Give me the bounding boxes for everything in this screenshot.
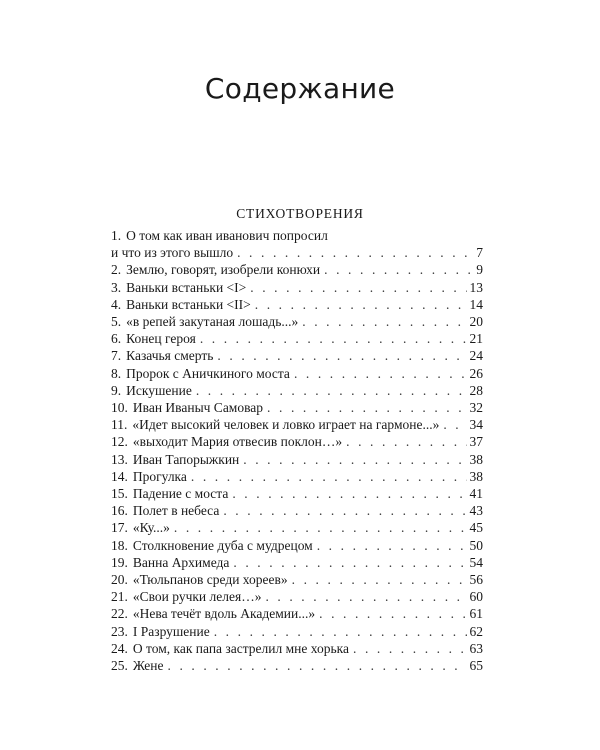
dot-leader	[292, 571, 467, 588]
dot-leader	[250, 279, 466, 296]
toc-entry-page: 13	[469, 279, 483, 295]
toc-entry[interactable]	[111, 399, 483, 416]
toc-entry-number: 9.	[111, 382, 122, 398]
toc-entry[interactable]	[111, 640, 483, 657]
toc-entry-page: 56	[469, 572, 483, 588]
toc-entry-title: Иван Тапорыжкин	[132, 451, 240, 467]
toc-entry-title: Землю, говорят, изобрели конюхи	[126, 262, 321, 278]
toc-entry-title: О том, как папа застрелил мне хорька	[132, 640, 349, 656]
toc-entry-page: 21	[469, 331, 483, 347]
toc-entry[interactable]	[111, 261, 483, 278]
toc-entry-page: 32	[469, 400, 483, 416]
toc-entry-page: 38	[469, 451, 483, 467]
toc-entry-page: 50	[469, 537, 483, 553]
toc-entry[interactable]	[111, 433, 483, 450]
toc-entry-page: 7	[476, 245, 483, 261]
toc-entry-title: Искушение	[126, 382, 192, 398]
toc-entry-number: 19.	[111, 554, 128, 570]
toc-entry-title: Ваньки встаньки <II>	[126, 296, 251, 312]
dot-leader	[265, 588, 466, 605]
dot-leader	[200, 330, 467, 347]
toc-entry[interactable]	[111, 519, 483, 536]
toc-entry[interactable]	[111, 605, 483, 622]
toc-entry-page: 62	[469, 623, 483, 639]
dot-leader	[267, 399, 466, 416]
toc-entry-number: 21.	[111, 589, 128, 605]
toc-entry-number: 10.	[111, 400, 128, 416]
toc-entry-title: Казачья смерть	[126, 348, 214, 364]
dot-leader	[191, 468, 467, 485]
toc-entry-title: «выходит Мария отвесив поклон…»	[132, 434, 343, 450]
toc-entry[interactable]	[111, 330, 483, 347]
toc-entry[interactable]	[111, 657, 483, 674]
toc-entry[interactable]	[111, 451, 483, 468]
toc-entry[interactable]	[111, 227, 483, 261]
dot-leader	[255, 296, 467, 313]
toc-entry-page: 60	[469, 589, 483, 605]
toc-entry-page: 20	[469, 314, 483, 330]
toc-entry[interactable]	[111, 296, 483, 313]
toc-entry-title: «Нева течёт вдоль Академии...»	[132, 606, 316, 622]
dot-leader	[243, 451, 466, 468]
toc-entry-title: I Разрушение	[132, 623, 210, 639]
table-of-contents	[111, 227, 483, 674]
toc-entry-number: 18.	[111, 537, 128, 553]
toc-entry[interactable]	[111, 347, 483, 364]
toc-entry[interactable]	[111, 554, 483, 571]
toc-entry-title: «Идет высокий человек и ловко играет на гармоне...»	[132, 417, 440, 433]
section-heading: СТИХОТВОРЕНИЯ	[236, 206, 364, 221]
toc-entry-title: Ванна Архимеда	[132, 554, 230, 570]
dot-leader	[237, 244, 470, 261]
toc-entry-number: 6.	[111, 331, 122, 347]
dot-leader	[317, 537, 467, 554]
toc-entry-title: «Ку...»	[132, 520, 170, 536]
toc-entry-number: 13.	[111, 451, 128, 467]
toc-entry-title: Пророк с Аничкиного моста	[126, 365, 290, 381]
toc-entry[interactable]	[111, 571, 483, 588]
toc-entry-page: 24	[469, 348, 483, 364]
dot-leader	[233, 554, 466, 571]
toc-entry-title-continued: и что из этого вышло	[111, 245, 234, 261]
dot-leader	[319, 605, 466, 622]
dot-leader	[232, 485, 466, 502]
toc-entry[interactable]	[111, 502, 483, 519]
dot-leader	[302, 313, 466, 330]
dot-leader	[168, 657, 467, 674]
toc-entry[interactable]	[111, 623, 483, 640]
dot-leader	[214, 623, 467, 640]
toc-entry-page: 9	[476, 262, 483, 278]
toc-entry[interactable]	[111, 279, 483, 296]
toc-entry-number: 4.	[111, 296, 122, 312]
toc-entry-number: 3.	[111, 279, 122, 295]
toc-entry-title: «в репей закутаная лошадь...»	[126, 314, 299, 330]
dot-leader	[217, 347, 466, 364]
toc-entry-title: Ваньки встаньки <I>	[126, 279, 247, 295]
toc-entry-number: 15.	[111, 486, 128, 502]
toc-entry[interactable]	[111, 313, 483, 330]
toc-entry-number: 17.	[111, 520, 128, 536]
toc-entry-number: 22.	[111, 606, 128, 622]
toc-entry[interactable]	[111, 382, 483, 399]
toc-entry-page: 28	[469, 382, 483, 398]
toc-entry[interactable]	[111, 485, 483, 502]
toc-entry-page: 43	[469, 503, 483, 519]
toc-entry-page: 65	[469, 658, 483, 674]
toc-entry-number: 14.	[111, 468, 128, 484]
toc-entry[interactable]	[111, 468, 483, 485]
toc-entry-title: Прогулка	[132, 468, 187, 484]
toc-entry-title: Жене	[132, 658, 164, 674]
toc-entry-page: 14	[469, 296, 483, 312]
dot-leader	[353, 640, 467, 657]
dot-leader	[174, 519, 467, 536]
toc-entry-title: «Свои ручки лелея…»	[132, 589, 262, 605]
page-title: Содержание	[204, 72, 396, 105]
dot-leader	[294, 365, 467, 382]
toc-entry-page: 54	[469, 554, 483, 570]
toc-entry-title: О том как иван иванович попросил	[126, 228, 328, 243]
toc-entry-number: 5.	[111, 314, 122, 330]
toc-entry-number: 8.	[111, 365, 122, 381]
toc-entry[interactable]	[111, 416, 483, 433]
toc-entry-number: 20.	[111, 572, 128, 588]
dot-leader	[196, 382, 467, 399]
toc-entry-page: 38	[469, 468, 483, 484]
dot-leader	[443, 416, 466, 433]
toc-entry-number: 23.	[111, 623, 128, 639]
dot-leader	[223, 502, 466, 519]
toc-entry[interactable]	[111, 537, 483, 554]
toc-entry-page: 45	[469, 520, 483, 536]
toc-entry-title: Столкновение дуба с мудрецом	[132, 537, 313, 553]
toc-entry-page: 26	[469, 365, 483, 381]
dot-leader	[346, 433, 466, 450]
toc-entry-number: 11.	[111, 417, 128, 433]
toc-entry[interactable]	[111, 365, 483, 382]
dot-leader	[324, 261, 470, 278]
toc-entry-number: 1.	[111, 228, 122, 243]
toc-entry[interactable]	[111, 588, 483, 605]
toc-entry-number: 16.	[111, 503, 128, 519]
toc-entry-title: Падение с моста	[132, 486, 229, 502]
toc-entry-page: 34	[469, 417, 483, 433]
toc-entry-title: Иван Иваныч Самовар	[132, 400, 264, 416]
toc-entry-number: 12.	[111, 434, 128, 450]
toc-entry-number: 2.	[111, 262, 122, 278]
toc-entry-page: 41	[469, 486, 483, 502]
toc-entry-number: 25.	[111, 658, 128, 674]
toc-entry-title: Конец героя	[126, 331, 196, 347]
toc-entry-title: «Тюльпанов среди хореев»	[132, 572, 288, 588]
toc-entry-page: 63	[469, 640, 483, 656]
toc-entry-number: 24.	[111, 640, 128, 656]
toc-entry-title: Полет в небеса	[132, 503, 220, 519]
toc-entry-page: 37	[469, 434, 483, 450]
toc-entry-page: 61	[469, 606, 483, 622]
toc-entry-number: 7.	[111, 348, 122, 364]
